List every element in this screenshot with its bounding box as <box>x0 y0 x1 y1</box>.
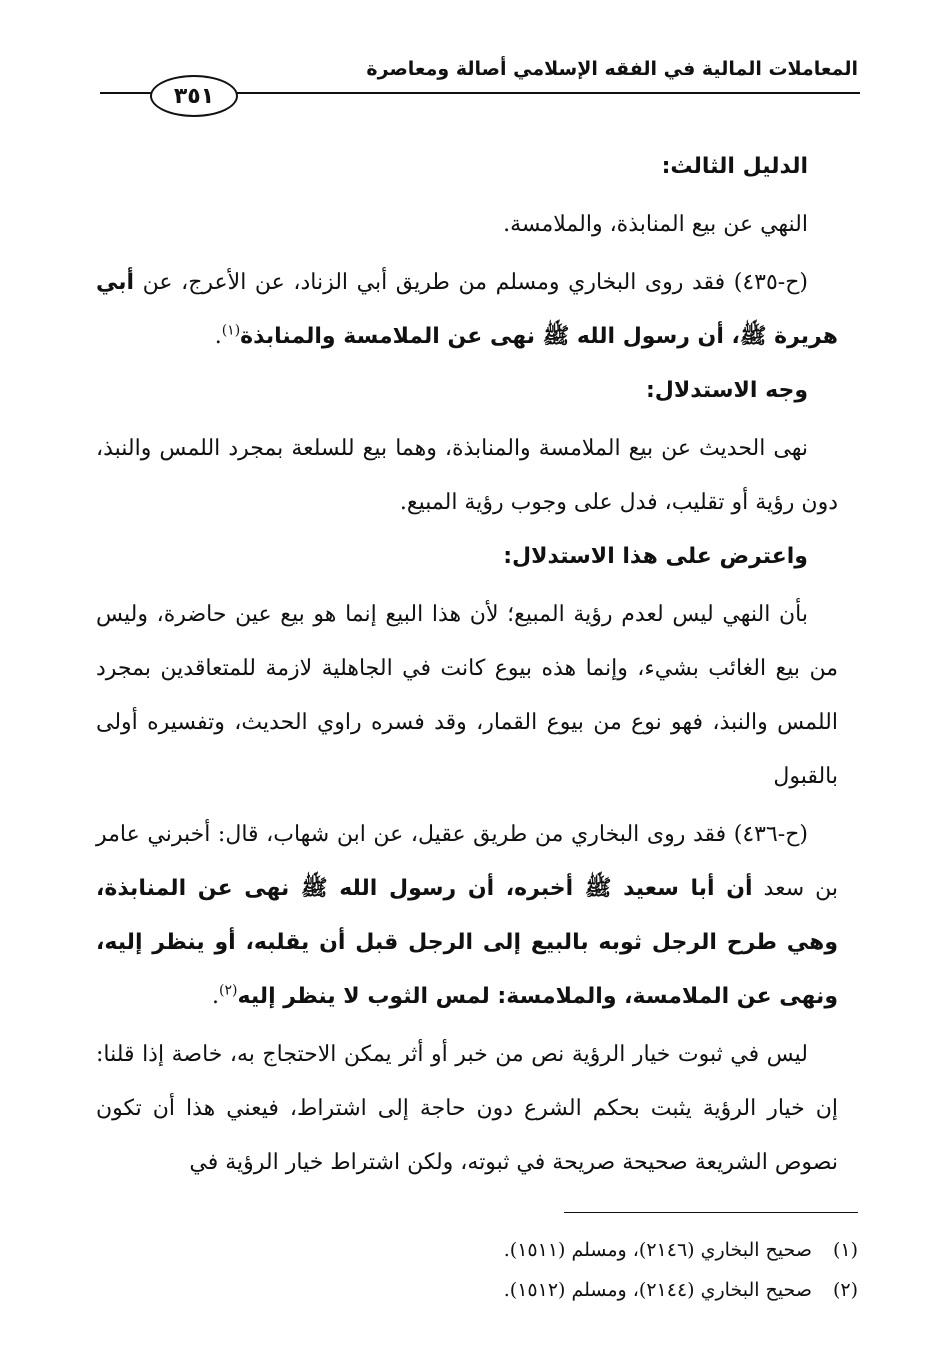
hadith-435-end: . <box>214 324 222 349</box>
footnotes <box>116 1230 858 1310</box>
hadith-436-end: . <box>212 984 220 1009</box>
paragraph-inference: نهى الحديث عن بيع الملامسة والمنابذة، وهما بيع للسلعة بمجرد اللمس والنبذ، دون رؤية أو تقليب، فدل على وجوب رؤية المبيع. <box>96 436 838 515</box>
hadith-435-chain: (ح-٤٣٥) فقد روى البخاري ومسلم من طريق أبي الزناد، عن الأعرج، عن <box>134 270 808 295</box>
heading-inference: وجه الاستدلال: <box>645 378 808 403</box>
paragraph-hadith-436 <box>96 808 838 1024</box>
footnote-ref-2: (٢) <box>219 982 238 999</box>
paragraph-objection: بأن النهي ليس لعدم رؤية المبيع؛ لأن هذا البيع إنما هو بيع عين حاضرة، وليس من بيع الغائب بشيء، وإنما هذه بيوع كانت في الجاهلية لازمة للمتعاقدين بمجرد اللمس والنبذ، فهو نوع من بيوع القمار، وقد فسره راوي الحديث، وتفسيره أولى بالقبول <box>96 602 838 789</box>
hadith-436-text: أن أبا سعيد ﷺ أخبره، أن رسول الله ﷺ نهى عن المنابذة، وهي طرح الرجل ثوبه بالبيع إلى الرجل قبل أن يقلبه، أو ينظر إليه، ونهى عن الملامسة، والملامسة: لمس الثوب لا ينظر إليه <box>96 876 838 1009</box>
footnote-item <box>116 1270 858 1310</box>
hadith-435-text: أبي هريرة ﷺ، أن رسول الله ﷺ نهى عن الملامسة والمنابذة <box>96 270 838 349</box>
paragraph-prohibition: النهي عن بيع المنابذة، والملامسة. <box>503 212 808 237</box>
heading-third-evidence: الدليل الثالث: <box>661 154 808 179</box>
footnote-ref-1: (١) <box>221 322 241 339</box>
footnote-rule <box>564 1212 858 1213</box>
footnote-item <box>116 1230 858 1270</box>
hadith-436-chain: (ح-٤٣٦) فقد روى البخاري من طريق عقيل، عن ابن شهاب، قال: أخبرني عامر بن سعد <box>96 822 839 901</box>
book-title: المعاملات المالية في الفقه الإسلامي أصالة ومعاصرة <box>366 58 858 80</box>
footnote-text: صحيح البخاري (٢١٤٦)، ومسلم (١٥١١). <box>503 1239 812 1261</box>
footnote-text: صحيح البخاري (٢١٤٤)، ومسلم (١٥١٢). <box>503 1279 812 1301</box>
heading-objection: واعترض على هذا الاستدلال: <box>503 544 808 569</box>
main-text <box>96 140 838 1190</box>
paragraph-conclusion: ليس في ثبوت خيار الرؤية نص من خبر أو أثر يمكن الاحتجاج به، خاصة إذا قلنا: إن خيار الرؤية يثبت بحكم الشرع دون حاجة إلى اشتراط، فيعني هذا أن تكون نصوص الشريعة صحيحة صريحة في ثبوته، ولكن اشتراط خيار الرؤية في <box>96 1042 838 1175</box>
page-number: ٣٥١ <box>150 75 238 117</box>
footnote-number: (٢) <box>832 1279 858 1301</box>
paragraph-hadith-435 <box>96 256 838 364</box>
footnote-number: (١) <box>832 1239 858 1261</box>
